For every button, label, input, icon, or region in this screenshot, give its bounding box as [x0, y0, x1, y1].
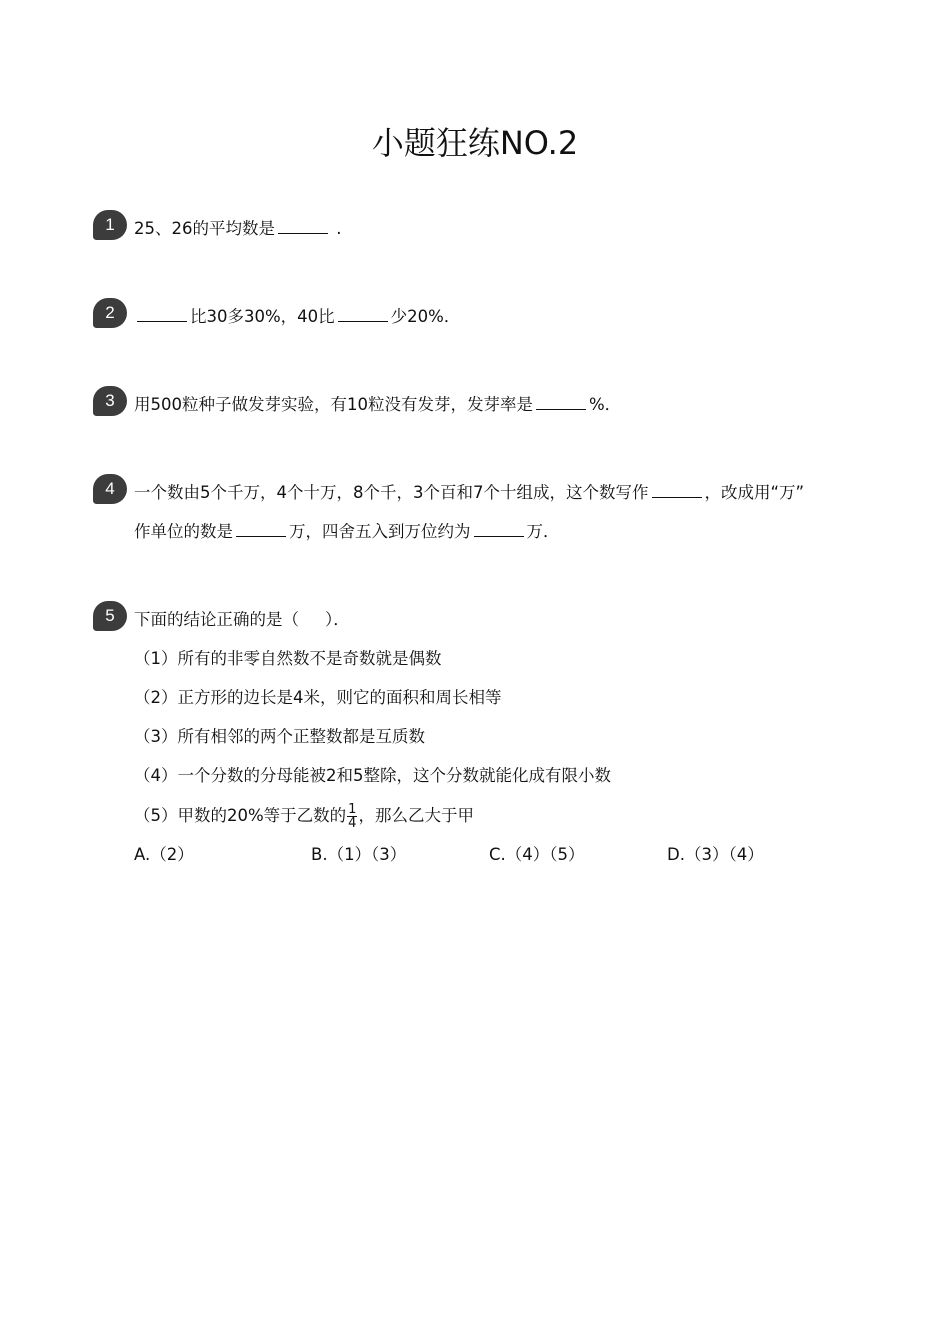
fraction: [347, 803, 357, 830]
option-b[interactable]: B.（1）（3）: [311, 845, 407, 864]
q1-text-a: 25、26的平均数是: [134, 219, 275, 238]
question-number-badge: 4: [93, 474, 127, 504]
q4-text-c: 作单位的数是: [134, 522, 233, 541]
answer-blank[interactable]: [652, 483, 702, 498]
q4-text-d: 万，四舍五入到万位约为: [289, 522, 471, 541]
q1-text-b: .: [336, 219, 342, 238]
question-2-text: [134, 305, 460, 329]
answer-blank[interactable]: [338, 307, 388, 322]
question-number-badge: 2: [93, 298, 127, 328]
q4-text-b: ，改成用“万”: [704, 483, 805, 502]
answer-blank[interactable]: [474, 522, 524, 537]
question-5-stem: [134, 608, 350, 632]
statement-2: （2）正方形的边长是4米，则它的面积和周长相等: [134, 688, 502, 707]
statement-5: [134, 803, 474, 830]
question-3-text: [134, 393, 621, 417]
option-a[interactable]: A.（2）: [134, 845, 194, 864]
question-number-badge: 1: [93, 210, 127, 240]
q4-text-e: 万．: [526, 522, 560, 541]
question-4-line-2: [134, 520, 560, 544]
answer-blank[interactable]: [236, 522, 286, 537]
question-number-badge: 5: [93, 601, 127, 631]
statement-5-before: （5）甲数的20%等于乙数的: [134, 806, 347, 825]
q3-text-b: %．: [589, 395, 622, 414]
fraction-numerator: 1: [348, 802, 357, 817]
answer-blank[interactable]: [278, 219, 328, 234]
q2-text-a: 比30多30%，40比: [190, 307, 335, 326]
question-4-line-1: [134, 481, 804, 505]
statement-4: （4）一个分数的分母能被2和5整除，这个分数就能化成有限小数: [134, 766, 611, 785]
q2-text-b: 少20%．: [390, 307, 461, 326]
q5-stem-b: ）．: [325, 610, 350, 629]
option-d[interactable]: D.（3）（4）: [667, 845, 764, 864]
q3-text-a: 用500粒种子做发芽实验，有10粒没有发芽，发芽率是: [134, 395, 533, 414]
statement-3: （3）所有相邻的两个正整数都是互质数: [134, 727, 425, 746]
statement-1: （1）所有的非零自然数不是奇数就是偶数: [134, 649, 442, 668]
fraction-denominator: 4: [348, 816, 357, 831]
page-title: 小题狂练NO.2: [371, 124, 579, 162]
option-c[interactable]: C.（4）（5）: [489, 845, 585, 864]
answer-blank[interactable]: [536, 395, 586, 410]
answer-blank[interactable]: [137, 307, 187, 322]
q5-stem-a: 下面的结论正确的是（: [134, 610, 299, 629]
question-number-badge: 3: [93, 386, 127, 416]
q4-text-a: 一个数由5个千万，4个十万，8个千，3个百和7个十组成，这个数写作: [134, 483, 649, 502]
question-1-text: [134, 217, 342, 241]
statement-5-after: ，那么乙大于甲: [358, 806, 474, 825]
